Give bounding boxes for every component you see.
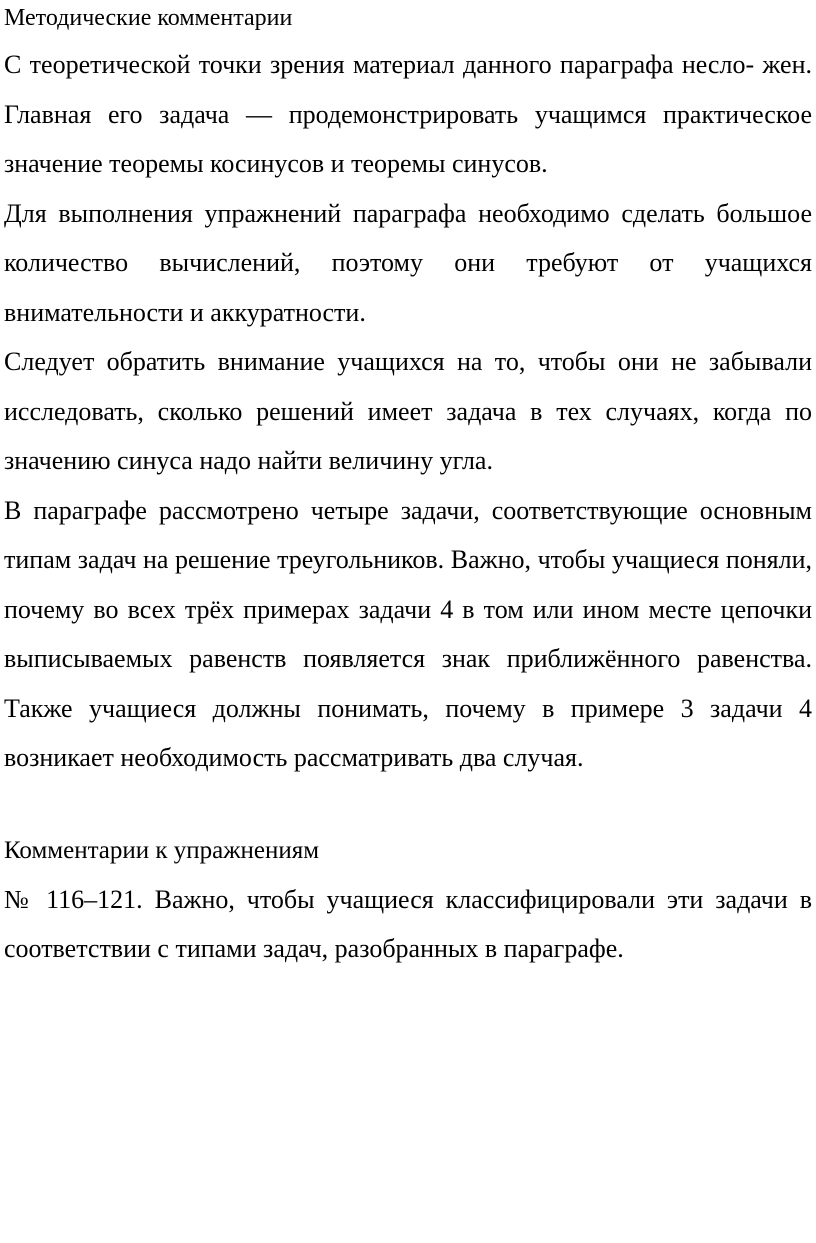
section-gap xyxy=(4,783,812,833)
paragraph-2: Для выполнения упражнений параграфа необходимо сделать большое количество вычислений, поэтому они требуют от учащихся внимательности и аккуратности. xyxy=(4,198,812,327)
exercises-heading: Комментарии к упражнениям xyxy=(4,836,320,864)
section-heading: Методические комментарии xyxy=(4,5,293,31)
paragraph-4: В параграфе рассмотрено четыре задачи, соответствующие основным типам задач на решение треугольников. Важно, чтобы учащиеся поняли, почему во всех трёх примерах задачи 4 в том или ином месте цепочки выписываемых равенств появляется знак приближённого равенства. Также учащиеся должны понимать, почему в примере 3 задачи 4 возникает необходимость рассматривать два случая. xyxy=(4,495,812,772)
exercise-paragraph: № 116–121. Важно, чтобы учащиеся классифицировали эти задачи в соответствии с типами задач, разобранных в параграфе. xyxy=(4,884,812,963)
paragraph-1: С теоретической точки зрения материал данного параграфа несло- жен. Главная его задача — продемонстрировать учащимся практическое значение теоремы косинусов и теоремы синусов. xyxy=(4,50,812,178)
paragraph-3: Следует обратить внимание учащихся на то, чтобы они не забывали исследовать, сколько решений имеет задача в тех случаях, когда по значению синуса надо найти величину угла. xyxy=(4,347,812,475)
document-page xyxy=(4,0,812,974)
